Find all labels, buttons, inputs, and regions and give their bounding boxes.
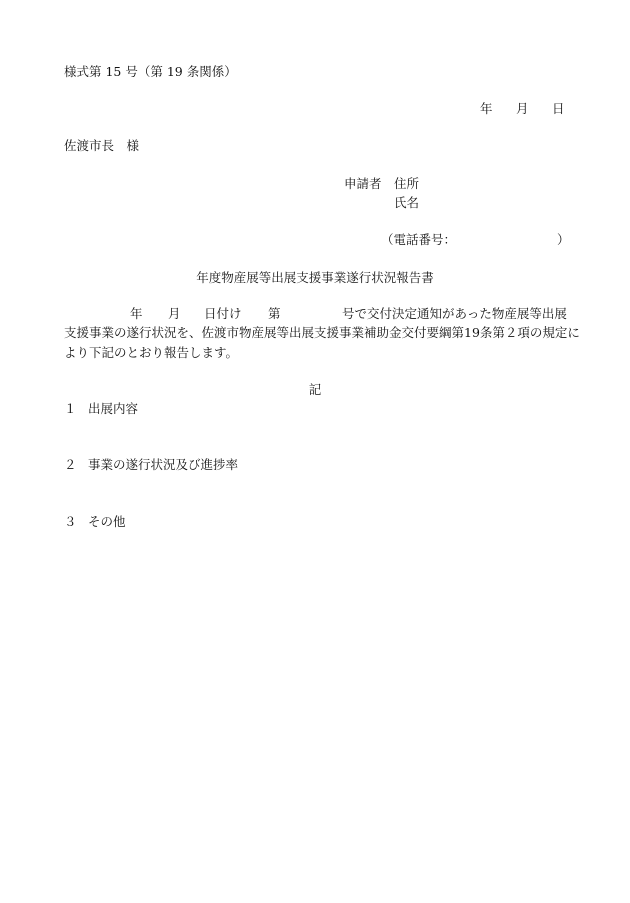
phone-close-paren: ） <box>557 232 570 247</box>
ki-heading: 記 <box>308 382 322 397</box>
list-item <box>64 516 126 529</box>
body-line-3: より下記のとおり報告します。 <box>64 345 239 360</box>
item-label: 事業の遂行状況及び進捗率 <box>88 457 239 472</box>
body-year: 年 <box>130 306 143 321</box>
body-line-1 <box>64 308 568 322</box>
item-label: その他 <box>88 514 126 529</box>
item-number: １ <box>64 401 77 416</box>
item-label: 出展内容 <box>88 401 139 416</box>
applicant-label: 申請者 <box>344 176 382 191</box>
date-month: 月 <box>516 101 529 116</box>
body-rest: 号で交付決定通知があった物産展等出展 <box>342 306 567 321</box>
address-label: 住所 <box>394 176 420 191</box>
form-number: 様式第 15 号（第 19 条関係） <box>64 64 237 79</box>
item-number: ２ <box>64 457 77 472</box>
addressee: 佐渡市長 様 <box>64 138 140 153</box>
date-year: 年 <box>480 101 493 116</box>
date-day: 日 <box>552 101 565 116</box>
body-month: 月 <box>168 306 181 321</box>
name-label: 氏名 <box>394 195 420 210</box>
body-line-2: 支援事業の遂行状況を、佐渡市物産展等出展支援事業補助金交付要綱第19条第２項の規定に <box>64 325 580 340</box>
body-dai: 第 <box>268 306 281 321</box>
list-item <box>64 403 138 416</box>
phone-label: （電話番号： <box>381 232 457 247</box>
list-item <box>64 459 238 472</box>
item-number: ３ <box>64 514 77 529</box>
document-title: 年度物産展等出展支援事業遂行状況報告書 <box>196 270 434 285</box>
body-dated: 日付け <box>204 306 242 321</box>
